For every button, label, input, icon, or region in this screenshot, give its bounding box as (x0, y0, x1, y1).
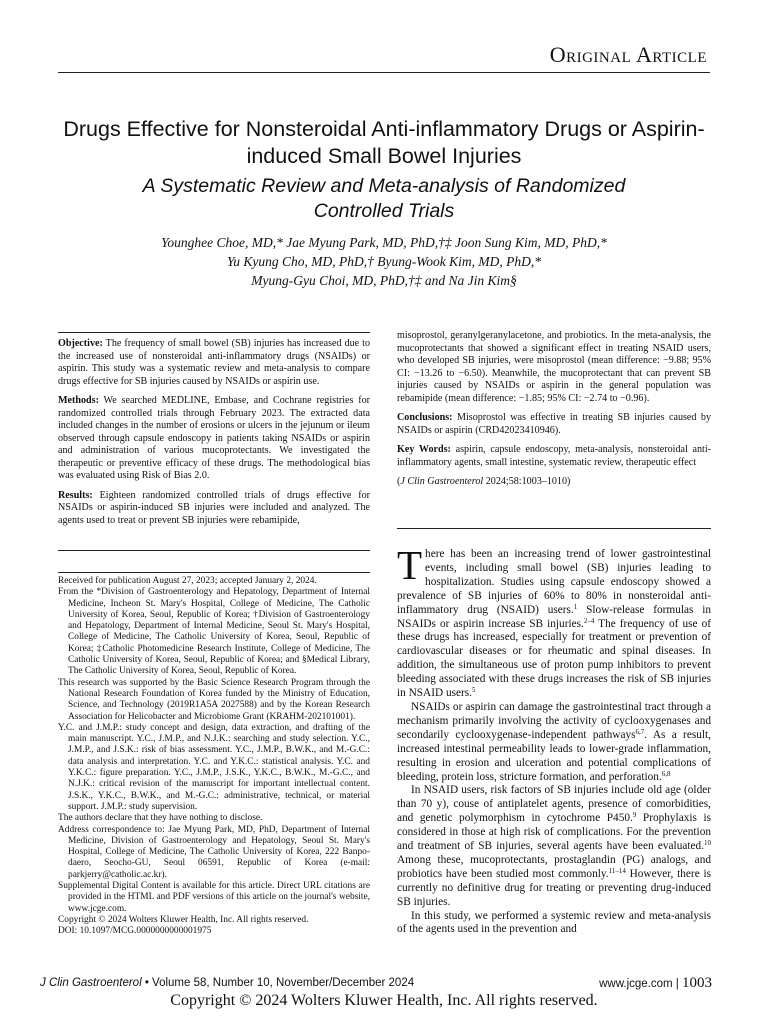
objective-text: The frequency of small bowel (SB) injuries has increased due to the increased use of nonsteroidal anti-inflammatory drugs (NSAIDs) or aspirin. This study was a systematic review and meta-analysis to compare drugs effective for SB injuries caused by NSAIDs or aspirin use. (58, 338, 370, 387)
citation-rest: 2024;58:1003–1010) (485, 476, 571, 487)
footnote-received: Received for publication August 27, 2023; accepted January 2, 2024. (58, 576, 317, 586)
footer-journal-info (40, 977, 414, 989)
footnote-supplemental: Supplemental Digital Content is available for this article. Direct URL citations are provided in the HTML and PDF versions of this article on the journal's website, www.jcge.com. (58, 881, 370, 914)
footnote-affiliations: From the *Division of Gastroenterology and Hepatology, Department of Internal Medicine, Incheon St. Mary's Hospital, College of Medicine, The Catholic University of Korea, Seoul, Republic of Korea; †Division of Gastroenterology and Hepatology, Department of Internal Medicine, Seoul St. Mary's Hospital, College of Medicine, The Catholic University of Korea, Seoul, Republic of Korea; ‡Catholic Photomedicine Research Institute, College of Medicine, The Catholic University of Korea, Seoul, Republic of Korea; and §Medical Library, The Catholic University of Korea, Seoul, Republic of Korea. (58, 587, 370, 677)
copyright-notice: Copyright © 2024 Wolters Kluwer Health, Inc. All rights reserved. (170, 992, 598, 1009)
author-line: Myung-Gyu Choi, MD, PhD,†‡ and Na Jin Kim§ (251, 273, 517, 288)
footnote-copyright: Copyright © 2024 Wolters Kluwer Health, Inc. All rights reserved. (58, 914, 309, 925)
abstract-results (58, 490, 370, 528)
conclusions-label: Conclusions: (397, 412, 453, 423)
methods-text: We searched MEDLINE, Embase, and Cochrane registries for randomized controlled trials through February 2023. The extracted data included changes in the number of erosions or ulcers in the jejunum or ileum observed through capsule endoscopy in patients taking NSAIDs or aspirin and administration of various mucoprotectants. We investigated the therapeutic or preventive efficacy of these drugs. The methodological bias was evaluated using Risk of Bias 2.0. (58, 395, 370, 481)
citation-ref: 1 (573, 602, 578, 611)
article-subtitle: A Systematic Review and Meta-analysis of Randomized Controlled Trials (142, 175, 626, 222)
author-line: Younghee Choe, MD,* Jae Myung Park, MD, PhD,†‡ Joon Sung Kim, MD, PhD,* (161, 235, 607, 250)
author-line: Yu Kyung Cho, MD, PhD,† Byung-Wook Kim, MD, PhD,* (227, 254, 541, 269)
citation-ref: 6,7 (635, 727, 645, 736)
results-label: Results: (58, 489, 93, 501)
conclusions-text: Misoprostol was effective in treating SB injuries caused by NSAIDs or aspirin (CRD42023410946). (397, 412, 711, 436)
citation-journal: J Clin Gastroenterol (400, 476, 484, 487)
citation-ref: 9 (632, 811, 637, 820)
footnote-correspondence: Address correspondence to: Jae Myung Park, MD, PhD, Department of Internal Medicine, Division of Gastroenterology and Hepatology, Seoul St. Mary's Hospital, College of Medicine, The Catholic University of Korea, 222 Banpo-daero, Seocho-GU, Seoul 06591, Republic of Korea (e-mail: parkjerry@catholic.ac.kr). (58, 824, 370, 880)
footnote-contributions: Y.C. and J.M.P.: study concept and design, data extraction, and drafting of the main manuscript. Y.C., J.M.P., and N.J.K.: searching and study selection. Y.C., J.M.P., and J.S.K.: risk of bias assessment. Y.C., J.M.P., B.W.K., and M.-G.C.: data analysis and interpretation. Y.C. and Y.K.C.: statistical analysis. Y.C. and Y.K.C.: figure preparation. Y.C., J.M.P., J.S.K., Y.K.C., B.W.K., M.-G.C., and N.J.K.: critical revision of the manuscript for important intellectual content. J.S.K., Y.K.C., B.W.K., and M.-G.C.: administrative, technical, or material support. J.M.P.: study supervision. (58, 722, 370, 812)
abstract-top-rule (58, 332, 370, 333)
section-label: Original Article (549, 42, 707, 67)
body-paragraph: In this study, we performed a systemic review and meta-analysis of the agents used in the prevention and (397, 909, 711, 936)
footer-page-info (599, 975, 712, 992)
keywords-text: aspirin, capsule endoscopy, meta-analysis, nonsteroidal anti-inflammatory agents, small intestine, systematic review, therapeutic effect (397, 444, 711, 468)
abstract-keywords (397, 444, 711, 469)
text-run: here has been an increasing trend of lower gastrointestinal events, including small bowel (SB) injuries leading to hospitalization. Studies using capsule endoscopy showed a prevalence of SB injuries of 60% to 80% in nonsteroidal anti-inflammatory drug (NSAID) users. (397, 548, 711, 616)
methods-label: Methods: (58, 395, 99, 406)
header-rule (58, 72, 710, 73)
author-list (60, 233, 708, 290)
objective-label: Objective: (58, 338, 103, 349)
abstract-bottom-rule (58, 550, 370, 551)
footer-website: www.jcge.com (599, 978, 673, 990)
page-footer (40, 975, 712, 993)
body-paragraph (397, 701, 711, 784)
page-number: 1003 (682, 975, 712, 991)
citation-ref: 6,8 (661, 769, 671, 778)
text-run: Prophylaxis is considered in those at high risk of complications. For the prevention and treatment of SB injuries, several agents have been evaluated. (397, 812, 711, 853)
footnote-funding: This research was supported by the Basic Science Research Program through the National Research Foundation of Korea funded by the Ministry of Education, Science, and Technology (2019R1A5A 2027588) and by the Korean Research Association for Helicobacter and Microbiome Grant (KRAHM-202101001). (58, 677, 370, 722)
abstract-right (397, 330, 711, 496)
article-title: Drugs Effective for Nonsteroidal Anti-inflammatory Drugs or Aspirin-induced Small Bowel Injuries (63, 117, 705, 168)
footnote-doi: DOI: 10.1097/MCG.0000000000001975 (58, 926, 212, 937)
results-text: Eighteen randomized controlled trials of drugs effective for NSAIDs or aspirin-induced SB injuries were included and analyzed. The agents used to treat or prevent SB injuries were rebamipide, (58, 489, 370, 526)
body-text (397, 542, 711, 937)
abstract-methods (58, 395, 370, 483)
text-run: Among these, mucoprotectants, prostaglandin (PG) analogs, and probiotics have been studied most commonly. (397, 853, 711, 880)
footer-separator: | (672, 978, 682, 990)
abstract-right-rule (397, 528, 711, 529)
body-paragraph (397, 542, 711, 701)
citation-ref: 11–14 (608, 866, 626, 875)
body-paragraph (397, 784, 711, 909)
keywords-label: Key Words: (397, 444, 451, 455)
abstract-conclusions (397, 412, 711, 437)
citation-ref: 10 (704, 839, 711, 848)
citation-open: ( (397, 476, 401, 487)
citation-ref: 2–4 (583, 616, 595, 625)
text-run: Slow-release formulas in NSAIDs or aspirin increase SB injuries. (397, 603, 711, 630)
text-run: However, there is currently no definitive drug for treating or preventing drug-induced SB injuries. (397, 867, 711, 908)
abstract-objective (58, 338, 370, 388)
footnote-disclosure: The authors declare that they have nothing to disclose. (58, 813, 263, 824)
journal-citation (397, 476, 711, 489)
citation-ref: 5 (472, 686, 476, 695)
text-run: In NSAID users, risk factors of SB injuries include old age (older than 70 y), couse of antiplatelet agents, presence of comorbidities, and genetic polymorphism in cytochrome P450. (397, 784, 711, 825)
footnotes (58, 576, 370, 938)
text-run: . As a result, increased intestinal permeability leads to lower-grade inflammation, resulting in erosion and ulceration and potential complications of bleeding, protein loss, stricture formation, and perforation. (397, 728, 711, 783)
footer-issue: • Volume 58, Number 10, November/December 2024 (141, 977, 415, 989)
abstract-left (58, 338, 370, 534)
footnote-rule (58, 572, 370, 573)
footer-journal: J Clin Gastroenterol (40, 977, 142, 989)
text-run: NSAIDs or aspirin can damage the gastrointestinal tract through a mechanism primarily involving the activity of cyclooxygenases and secondarily cyclooxygenase-independent pathways (397, 700, 711, 741)
abstract-results-continued: misoprostol, geranylgeranylacetone, and probiotics. In the meta-analysis, the mucoprotectants that showed a significant effect in treating NSAID users, who developed SB injuries, were misoprostol (mean difference: −9.88; 95% CI: −13.26 to −6.50). Meanwhile, the mucoprotectant that can prevent SB injuries caused by NSAIDs or aspirin in the general population was rebamipide (mean difference: −1.85; 95% CI: −2.74 to −0.96). (397, 330, 711, 404)
text-run: The frequency of use of these drugs has increased, especially for treatment or prevention of cardiovascular diseases or for rheumatic and spinal diseases. In addition, the simultaneous use of proton pump inhibitors to prevent bleeding associated with these drugs increases the risk of SB injuries in NSAID users. (397, 617, 711, 700)
drop-cap: T (397, 542, 423, 588)
